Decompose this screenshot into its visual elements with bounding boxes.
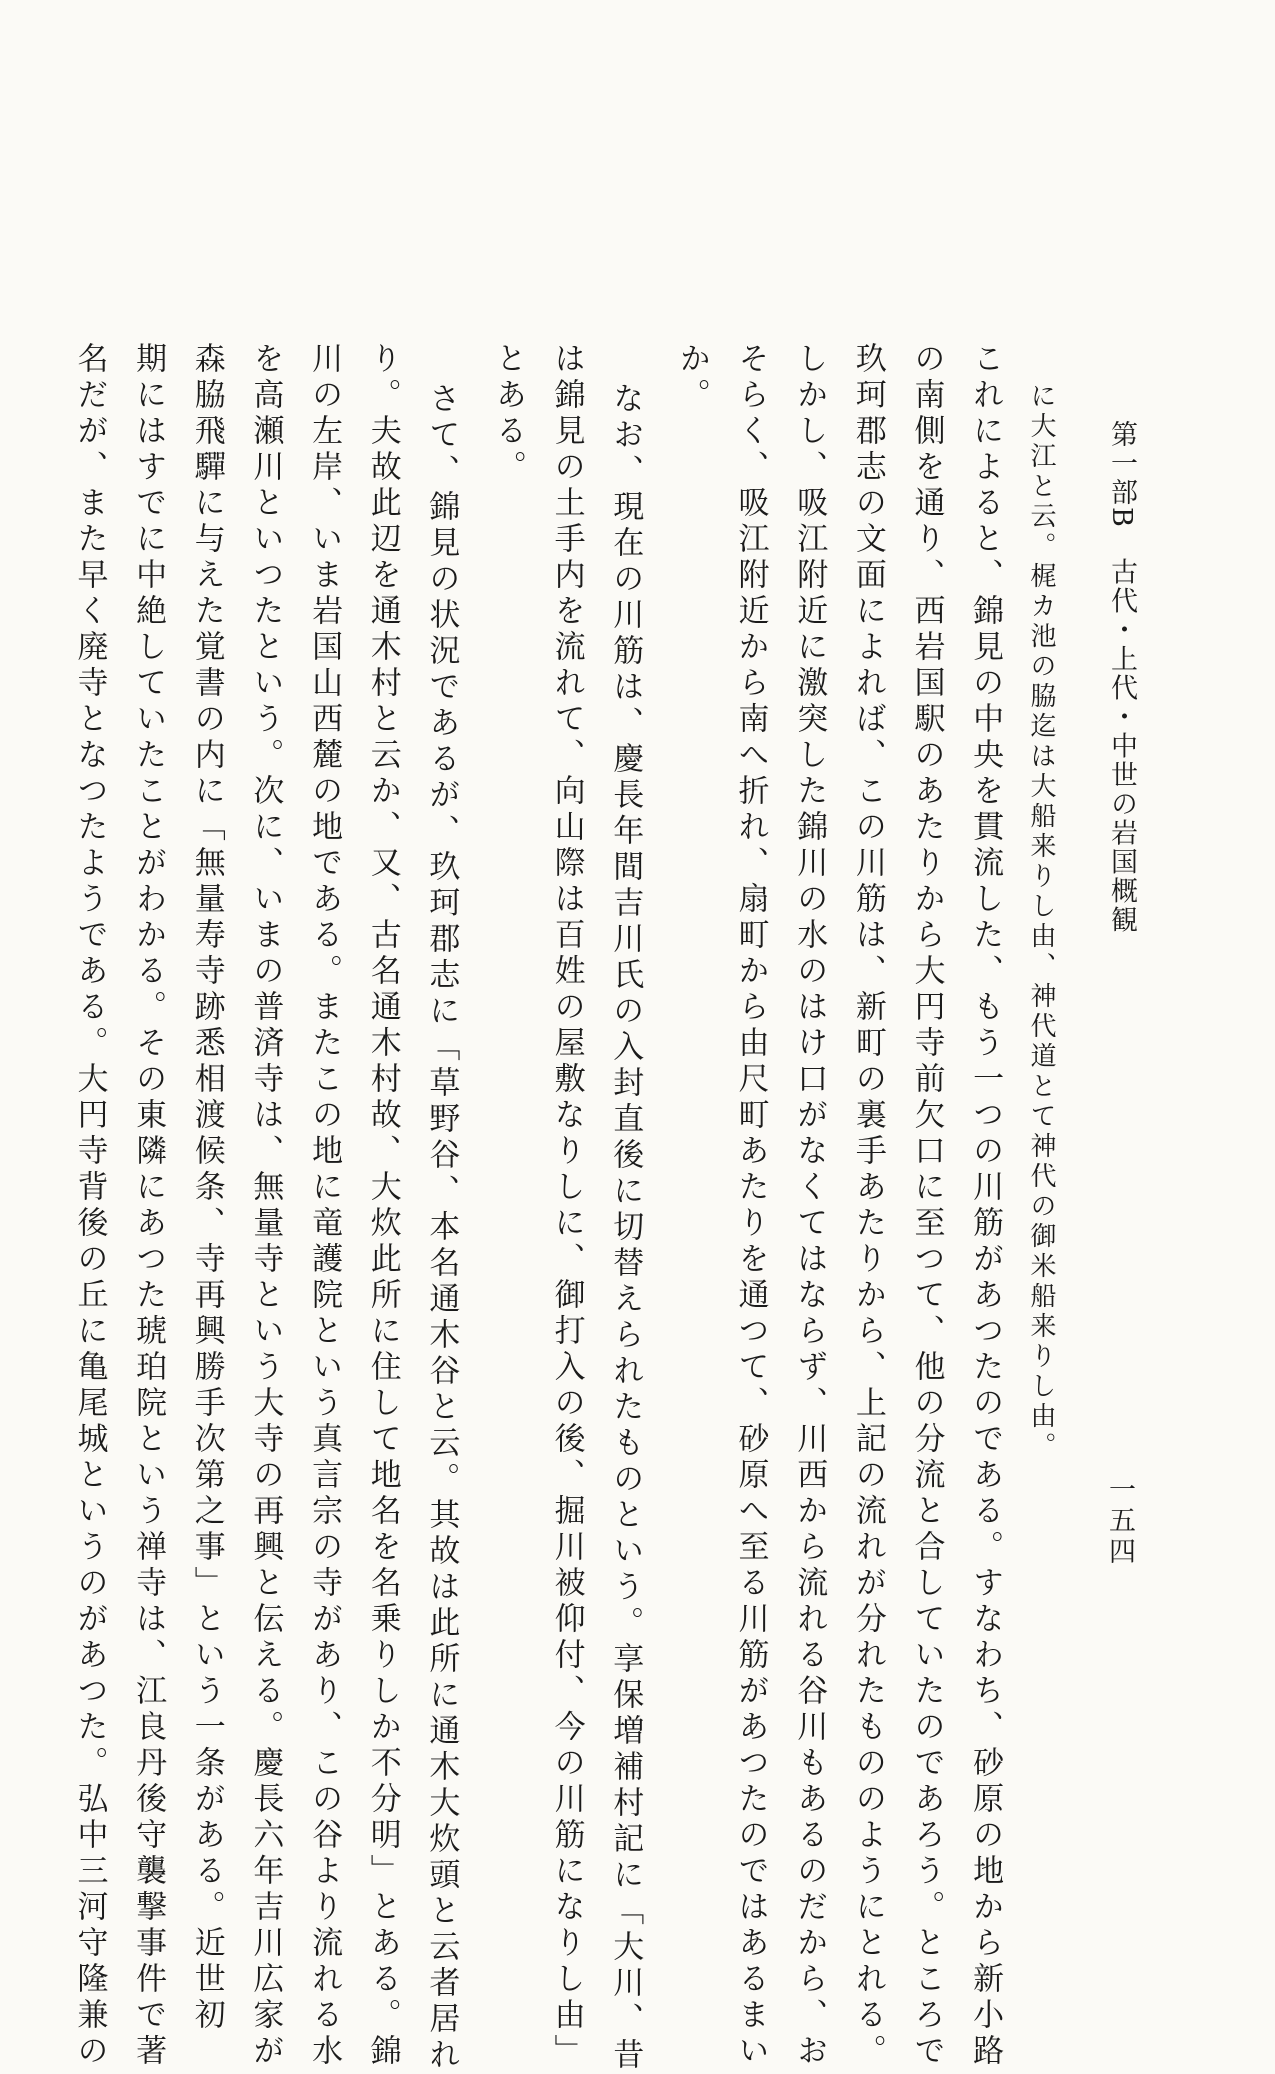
paragraph-gap bbox=[642, 342, 650, 1842]
text-line: り。夫故此辺を通木村と云か、又、古名通木村故、大炊此所に住して地名を名乗りしか不分明」とある。錦 bbox=[364, 342, 401, 2070]
text-line: を高瀬川といつたという。次に、いまの普済寺は、無量寺という大寺の再興と伝える。慶長六年吉川広家が bbox=[247, 342, 284, 2070]
text-line: の南側を通り、西岩国駅のあたりから大円寺前欠口に至つて、他の分流と合していたのであろう。ところで bbox=[908, 342, 945, 2070]
quote-line: に大江と云。梶カ池の脇迄は大船来りし由、神代道とて神代の御米船来りし由。 bbox=[1026, 382, 1056, 1462]
text-line: そらく、吸江附近から南へ折れ、扇町から由尺町あたりを通つて、砂原へ至る川筋があつたのではあるまい bbox=[732, 342, 769, 2070]
text-line: 名だが、また早く廃寺となつたようである。大円寺背後の丘に亀尾城というのがあつた。弘中三河守隆兼の bbox=[71, 342, 108, 2070]
running-head: 第一部B 古代・上代・中世の岩国概観 bbox=[1106, 420, 1137, 935]
body-text bbox=[48, 342, 1056, 2074]
paragraph-gap bbox=[458, 342, 466, 1842]
text-line: これによると、錦見の中央を貫流した、もう一つの川筋があつたのである。すなわち、砂原の地から新小路 bbox=[967, 342, 1004, 2070]
text-line: 森脇飛驒に与えた覚書の内に「無量寿寺跡悉相渡候条、寺再興勝手次第之事」という一条がある。近世初 bbox=[188, 342, 225, 2034]
text-line: なお、現在の川筋は、慶長年間吉川氏の入封直後に切替えられたものという。享保増補村記に「大川、昔 bbox=[607, 382, 644, 2074]
text-line: しかし、吸江附近に激突した錦川の水のはけ口がなくてはならず、川西から流れる谷川もあるのだから、お bbox=[791, 342, 828, 2070]
text-line: とある。 bbox=[489, 342, 526, 486]
text-line: さて、錦見の状況であるが、玖珂郡志に「草野谷、本名通木谷と云。其故は此所に通木大炊頭と云者居れ bbox=[423, 382, 460, 2074]
text-line: 川の左岸、いま岩国山西麓の地である。またこの地に竜護院という真言宗の寺があり、この谷より流れる水 bbox=[306, 342, 343, 2070]
page-number: 一五四 bbox=[1104, 1475, 1135, 1568]
text-line: か。 bbox=[673, 342, 710, 414]
text-line: は錦見の土手内を流れて、向山際は百姓の屋敷なりしに、御打入の後、掘川被仰付、今の川筋になりし由」 bbox=[548, 342, 585, 2070]
text-line: 玖珂郡志の文面によれば、この川筋は、新町の裏手あたりから、上記の流れが分れたもののようにとれる。 bbox=[849, 342, 886, 2070]
text-line: 期にはすでに中絶していたことがわかる。その東隣にあつた琥珀院という禅寺は、江良丹後守襲撃事件で著 bbox=[130, 342, 167, 2070]
